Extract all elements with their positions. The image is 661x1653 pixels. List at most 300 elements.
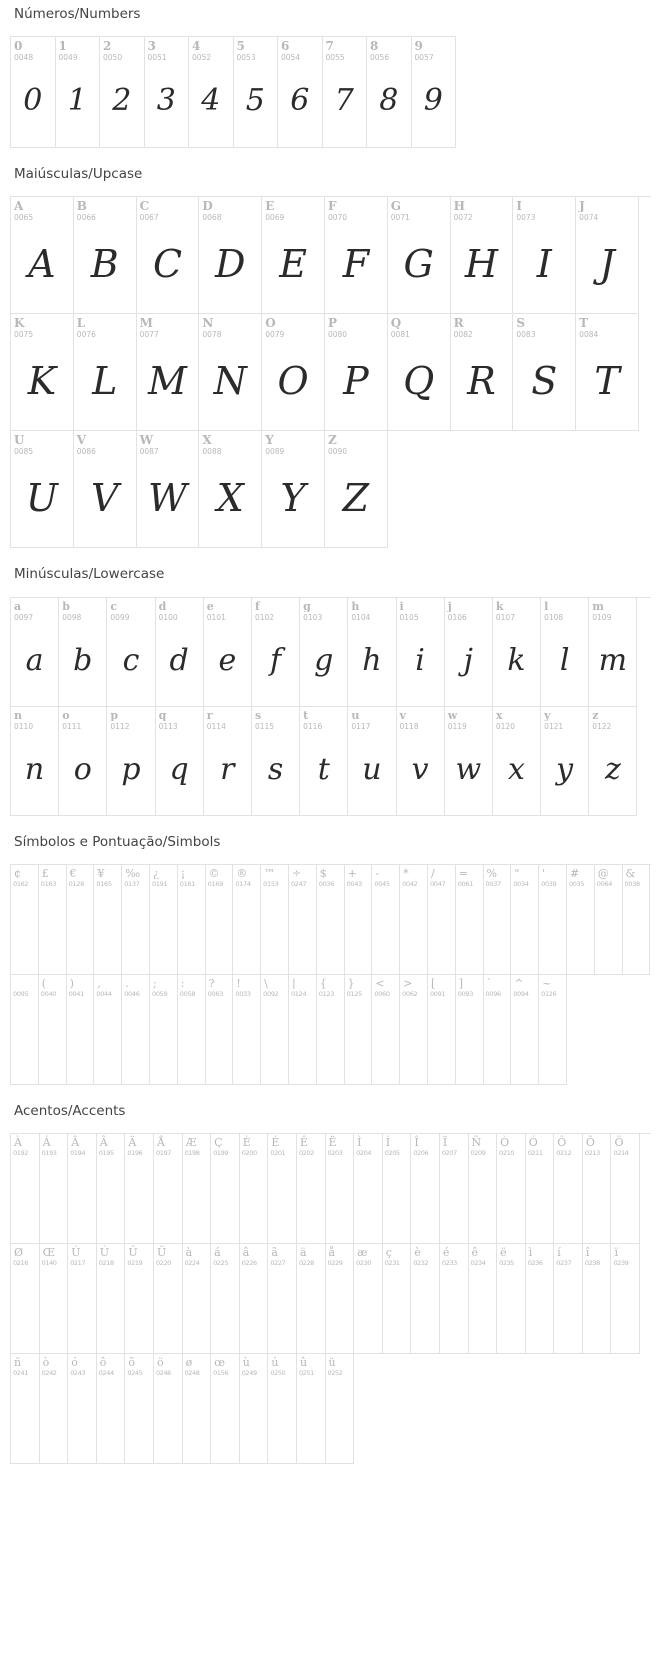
glyph-preview: q bbox=[169, 751, 189, 787]
glyph-preview bbox=[261, 997, 288, 1077]
glyph-char-label: © bbox=[208, 866, 220, 879]
glyph-code-label: 0054 bbox=[281, 53, 301, 62]
glyph-cell[interactable] bbox=[137, 197, 200, 314]
glyph-cell[interactable] bbox=[67, 975, 95, 1085]
glyph-cell[interactable] bbox=[445, 598, 493, 707]
glyph-preview bbox=[411, 1156, 439, 1236]
glyph-code-label: 0115 bbox=[254, 721, 275, 731]
glyph-cell[interactable] bbox=[451, 197, 514, 314]
glyph-cell[interactable] bbox=[206, 865, 234, 975]
glyph-cell[interactable] bbox=[240, 1354, 269, 1464]
glyph-cell[interactable] bbox=[326, 1134, 355, 1244]
glyph-cell[interactable] bbox=[107, 598, 155, 707]
glyph-cell[interactable] bbox=[297, 1134, 326, 1244]
glyph-cell[interactable] bbox=[297, 1244, 326, 1354]
glyph-cell[interactable] bbox=[240, 1134, 269, 1244]
glyph-code-label: 0064 bbox=[596, 879, 613, 888]
glyph-cell[interactable] bbox=[469, 1244, 498, 1354]
glyph-preview: V bbox=[90, 475, 119, 520]
glyph-char-label: B bbox=[76, 199, 87, 213]
glyph-char-label: Î bbox=[414, 1135, 419, 1148]
glyph-cell[interactable] bbox=[11, 1134, 40, 1244]
glyph-preview bbox=[154, 1156, 182, 1236]
glyph-cell[interactable] bbox=[100, 37, 145, 148]
glyph-cell[interactable] bbox=[211, 1244, 240, 1354]
glyph-char-label: Ã bbox=[99, 1135, 108, 1148]
glyph-cell[interactable] bbox=[323, 37, 368, 148]
glyph-cell[interactable] bbox=[261, 865, 289, 975]
glyph-code-label: 0061 bbox=[457, 879, 474, 888]
glyph-preview bbox=[289, 887, 316, 967]
glyph-code-label: 0213 bbox=[584, 1148, 600, 1157]
glyph-cell[interactable] bbox=[289, 865, 317, 975]
glyph-preview: 9 bbox=[423, 83, 443, 119]
glyph-cell[interactable] bbox=[122, 975, 150, 1085]
glyph-code-label: 0210 bbox=[499, 1148, 515, 1157]
glyph-cell[interactable] bbox=[11, 1244, 40, 1354]
glyph-cell[interactable] bbox=[411, 1244, 440, 1354]
section-symbols bbox=[10, 828, 651, 1085]
glyph-cell[interactable] bbox=[326, 1354, 355, 1464]
glyph-cell[interactable] bbox=[400, 975, 428, 1085]
glyph-cell[interactable] bbox=[388, 197, 451, 314]
glyph-code-label: 0072 bbox=[453, 213, 473, 222]
glyph-preview bbox=[183, 1376, 211, 1456]
glyph-cell[interactable] bbox=[11, 1354, 40, 1464]
glyph-cell[interactable] bbox=[317, 865, 345, 975]
glyph-cell[interactable] bbox=[325, 431, 388, 548]
glyph-cell[interactable] bbox=[11, 197, 74, 314]
glyph-char-label: 1 bbox=[58, 39, 67, 53]
glyph-cell[interactable] bbox=[40, 1134, 69, 1244]
glyph-cell[interactable] bbox=[183, 1354, 212, 1464]
glyph-code-label: 0080 bbox=[327, 330, 348, 339]
glyph-cell[interactable] bbox=[526, 1134, 555, 1244]
glyph-preview: w bbox=[455, 751, 482, 787]
glyph-cell[interactable] bbox=[354, 1244, 383, 1354]
glyph-cell[interactable] bbox=[451, 314, 514, 431]
glyph-cell[interactable] bbox=[526, 1244, 555, 1354]
glyph-cell[interactable] bbox=[317, 975, 345, 1085]
glyph-cell[interactable] bbox=[576, 314, 639, 431]
glyph-cell[interactable] bbox=[154, 1134, 183, 1244]
glyph-cell[interactable] bbox=[204, 598, 252, 707]
glyph-char-label: n bbox=[14, 708, 22, 721]
glyph-cell[interactable] bbox=[583, 1244, 612, 1354]
glyph-char-label: ö bbox=[156, 1355, 164, 1368]
glyph-code-label: 0062 bbox=[402, 989, 418, 998]
glyph-preview bbox=[317, 887, 344, 967]
glyph-cell[interactable] bbox=[400, 865, 428, 975]
glyph-cell[interactable] bbox=[107, 707, 155, 816]
glyph-preview bbox=[440, 1156, 468, 1236]
glyph-char-label: ¢ bbox=[14, 866, 21, 879]
glyph-preview bbox=[611, 1156, 639, 1236]
section-title-accents: Acentos/Accents bbox=[14, 1102, 126, 1119]
glyph-code-label: 0089 bbox=[265, 447, 285, 456]
glyph-cell[interactable] bbox=[11, 314, 74, 431]
glyph-cell[interactable] bbox=[611, 1244, 640, 1354]
glyph-code-label: 0204 bbox=[356, 1148, 372, 1157]
glyph-char-label: õ bbox=[128, 1355, 135, 1368]
glyph-preview bbox=[183, 1156, 211, 1236]
glyph-preview bbox=[154, 1376, 182, 1456]
glyph-char-label: - bbox=[375, 866, 380, 879]
glyph-cell[interactable] bbox=[94, 865, 122, 975]
glyph-cell[interactable] bbox=[156, 707, 204, 816]
glyph-cell[interactable] bbox=[40, 1354, 69, 1464]
glyph-code-label: 0233 bbox=[441, 1258, 457, 1267]
glyph-preview bbox=[297, 1266, 325, 1346]
glyph-cell[interactable] bbox=[554, 1134, 583, 1244]
glyph-cell[interactable] bbox=[367, 37, 412, 148]
glyph-cell[interactable] bbox=[513, 314, 576, 431]
glyph-code-label: 0048 bbox=[14, 53, 34, 62]
glyph-cell[interactable] bbox=[97, 1354, 126, 1464]
glyph-char-label: ~ bbox=[542, 976, 552, 989]
section-numbers bbox=[10, 0, 651, 148]
glyph-preview bbox=[611, 1266, 639, 1346]
glyph-cell[interactable] bbox=[252, 598, 300, 707]
glyph-cell[interactable] bbox=[623, 865, 651, 975]
glyph-cell[interactable] bbox=[539, 975, 567, 1085]
glyph-cell[interactable] bbox=[541, 707, 589, 816]
glyph-char-label: Õ bbox=[585, 1135, 595, 1148]
glyph-code-label: 0212 bbox=[556, 1148, 572, 1157]
glyph-cell[interactable] bbox=[68, 1354, 97, 1464]
glyph-cell[interactable] bbox=[345, 975, 373, 1085]
glyph-cell[interactable] bbox=[262, 314, 325, 431]
glyph-cell[interactable] bbox=[297, 1354, 326, 1464]
glyph-cell[interactable] bbox=[11, 431, 74, 548]
glyph-code-label: 0200 bbox=[241, 1148, 257, 1157]
glyph-cell[interactable] bbox=[383, 1134, 412, 1244]
glyph-preview: U bbox=[25, 475, 58, 520]
glyph-cell[interactable] bbox=[326, 1244, 355, 1354]
glyph-code-label: 0119 bbox=[447, 721, 467, 731]
glyph-char-label: Ó bbox=[528, 1135, 538, 1148]
glyph-cell[interactable] bbox=[150, 865, 178, 975]
glyph-cell[interactable] bbox=[137, 431, 200, 548]
glyph-code-label: 0038 bbox=[624, 879, 640, 888]
glyph-preview bbox=[261, 887, 288, 967]
glyph-cell[interactable] bbox=[68, 1134, 97, 1244]
glyph-char-label: Ò bbox=[500, 1135, 510, 1148]
glyph-preview: z bbox=[604, 751, 621, 787]
glyph-cell[interactable] bbox=[59, 707, 107, 816]
glyph-char-label: g bbox=[303, 599, 311, 612]
glyph-cell[interactable] bbox=[234, 37, 279, 148]
glyph-preview bbox=[326, 1156, 354, 1236]
glyph-code-label: 0219 bbox=[127, 1258, 143, 1267]
glyph-cell[interactable] bbox=[40, 1244, 69, 1354]
glyph-code-label: 0076 bbox=[76, 330, 96, 339]
glyph-char-label: E bbox=[265, 199, 275, 213]
glyph-char-label: Æ bbox=[185, 1135, 197, 1148]
glyph-char-label: 4 bbox=[192, 39, 201, 53]
glyph-cell[interactable] bbox=[145, 37, 190, 148]
glyph-cell[interactable] bbox=[97, 1244, 126, 1354]
glyph-preview bbox=[94, 997, 121, 1077]
glyph-char-label: ¥ bbox=[97, 866, 105, 879]
glyph-cell[interactable] bbox=[56, 37, 101, 148]
glyph-code-label: 0035 bbox=[568, 879, 585, 888]
glyph-cell[interactable] bbox=[240, 1244, 269, 1354]
glyph-cell[interactable] bbox=[440, 1134, 469, 1244]
glyph-cell[interactable] bbox=[511, 975, 539, 1085]
glyph-cell[interactable] bbox=[154, 1354, 183, 1464]
glyph-code-label: 0111 bbox=[62, 721, 82, 731]
glyph-cell[interactable] bbox=[11, 707, 59, 816]
glyph-cell[interactable] bbox=[11, 37, 56, 148]
glyph-preview: R bbox=[467, 358, 496, 403]
glyph-char-label: O bbox=[265, 316, 276, 330]
glyph-preview: t bbox=[317, 751, 330, 787]
glyph-cell[interactable] bbox=[252, 707, 300, 816]
glyph-cell[interactable] bbox=[233, 975, 261, 1085]
glyph-char-label: œ bbox=[214, 1355, 226, 1368]
glyph-cell[interactable] bbox=[137, 314, 200, 431]
glyph-char-label: u bbox=[351, 708, 360, 721]
glyph-preview bbox=[122, 997, 149, 1077]
glyph-cell[interactable] bbox=[388, 314, 451, 431]
glyph-code-label: 0227 bbox=[270, 1258, 286, 1267]
glyph-char-label: % bbox=[486, 866, 497, 879]
glyph-preview: Y bbox=[280, 475, 306, 520]
glyph-preview bbox=[383, 1266, 411, 1346]
glyph-cell[interactable] bbox=[440, 1244, 469, 1354]
glyph-cell[interactable] bbox=[268, 1354, 297, 1464]
glyph-code-label: 0113 bbox=[158, 721, 178, 731]
glyph-preview bbox=[400, 997, 427, 1077]
glyph-cell[interactable] bbox=[372, 865, 400, 975]
glyph-cell[interactable] bbox=[262, 197, 325, 314]
glyph-cell[interactable] bbox=[484, 975, 512, 1085]
glyph-code-label: 0036 bbox=[318, 879, 335, 888]
glyph-cell[interactable] bbox=[11, 975, 39, 1085]
glyph-cell[interactable] bbox=[156, 598, 204, 707]
glyph-code-label: 0037 bbox=[485, 879, 501, 888]
glyph-cell[interactable] bbox=[262, 431, 325, 548]
glyph-char-label: ) bbox=[69, 976, 74, 989]
glyph-cell[interactable] bbox=[445, 707, 493, 816]
glyph-preview bbox=[428, 887, 455, 967]
glyph-code-label: 0109 bbox=[592, 612, 612, 622]
glyph-cell[interactable] bbox=[268, 1134, 297, 1244]
glyph-code-label: 0245 bbox=[127, 1368, 143, 1377]
glyph-cell[interactable] bbox=[493, 598, 541, 707]
glyph-cell[interactable] bbox=[397, 707, 445, 816]
glyph-cell[interactable] bbox=[74, 431, 137, 548]
glyph-cell[interactable] bbox=[178, 975, 206, 1085]
glyph-cell[interactable] bbox=[539, 865, 567, 975]
glyph-cell[interactable] bbox=[589, 598, 637, 707]
glyph-code-label: 0067 bbox=[139, 213, 159, 222]
glyph-cell[interactable] bbox=[11, 865, 39, 975]
glyph-cell[interactable] bbox=[150, 975, 178, 1085]
glyph-preview bbox=[623, 887, 650, 967]
glyph-cell[interactable] bbox=[611, 1134, 640, 1244]
glyph-cell[interactable] bbox=[67, 865, 95, 975]
glyph-cell[interactable] bbox=[125, 1134, 154, 1244]
glyph-code-label: 0235 bbox=[499, 1258, 515, 1267]
glyph-preview: 3 bbox=[156, 83, 176, 119]
glyph-char-label: N bbox=[202, 316, 214, 330]
glyph-cell[interactable] bbox=[125, 1354, 154, 1464]
glyph-cell[interactable] bbox=[11, 598, 59, 707]
glyph-char-label: æ bbox=[357, 1245, 368, 1258]
glyph-preview bbox=[125, 1156, 153, 1236]
glyph-cell[interactable] bbox=[456, 975, 484, 1085]
glyph-cell[interactable] bbox=[206, 975, 234, 1085]
glyph-char-label: Ú bbox=[99, 1245, 110, 1258]
glyph-cell[interactable] bbox=[125, 1244, 154, 1354]
glyph-code-label: 0086 bbox=[76, 447, 96, 456]
glyph-cell[interactable] bbox=[204, 707, 252, 816]
glyph-char-label: @ bbox=[597, 866, 609, 879]
glyph-char-label: v bbox=[399, 708, 406, 721]
glyph-char-label: È bbox=[242, 1135, 251, 1148]
glyph-cell[interactable] bbox=[289, 975, 317, 1085]
glyph-char-label: ê bbox=[471, 1245, 479, 1258]
glyph-cell[interactable] bbox=[383, 1244, 412, 1354]
glyph-cell[interactable] bbox=[178, 865, 206, 975]
glyph-preview bbox=[440, 1266, 468, 1346]
glyph-cell[interactable] bbox=[39, 865, 67, 975]
glyph-preview: a bbox=[25, 642, 44, 678]
glyph-preview bbox=[372, 887, 399, 967]
glyph-cell[interactable] bbox=[74, 197, 137, 314]
glyph-cell[interactable] bbox=[428, 975, 456, 1085]
glyph-code-label: 0093 bbox=[457, 989, 474, 998]
glyph-cell[interactable] bbox=[268, 1244, 297, 1354]
glyph-char-label: Ï bbox=[442, 1135, 448, 1148]
glyph-cell[interactable] bbox=[94, 975, 122, 1085]
glyph-cell[interactable] bbox=[412, 37, 457, 148]
glyph-code-label: 0107 bbox=[495, 612, 515, 622]
glyph-cell[interactable] bbox=[211, 1354, 240, 1464]
glyph-cell[interactable] bbox=[183, 1134, 212, 1244]
glyph-code-label: 0162 bbox=[13, 879, 29, 888]
glyph-preview bbox=[511, 887, 538, 967]
glyph-cell[interactable] bbox=[325, 314, 388, 431]
glyph-cell[interactable] bbox=[511, 865, 539, 975]
glyph-cell[interactable] bbox=[199, 314, 262, 431]
glyph-cell[interactable] bbox=[59, 598, 107, 707]
glyph-cell[interactable] bbox=[74, 314, 137, 431]
glyph-cell[interactable] bbox=[199, 431, 262, 548]
glyph-code-label: 0049 bbox=[58, 53, 78, 62]
glyph-preview: 2 bbox=[112, 83, 132, 119]
glyph-cell[interactable] bbox=[39, 975, 67, 1085]
glyph-code-label: 0199 bbox=[213, 1148, 229, 1157]
glyph-char-label: ø bbox=[185, 1355, 193, 1368]
glyph-cell[interactable] bbox=[372, 975, 400, 1085]
glyph-char-label: T bbox=[579, 316, 589, 330]
glyph-preview bbox=[39, 887, 66, 967]
glyph-code-label: 0232 bbox=[413, 1258, 429, 1267]
glyph-cell[interactable] bbox=[428, 865, 456, 975]
glyph-char-label: t bbox=[303, 708, 309, 721]
glyph-cell[interactable] bbox=[278, 37, 323, 148]
glyph-cell[interactable] bbox=[469, 1134, 498, 1244]
glyph-char-label: ù bbox=[242, 1355, 250, 1368]
glyph-cell[interactable] bbox=[233, 865, 261, 975]
glyph-cell[interactable] bbox=[497, 1244, 526, 1354]
glyph-preview: u bbox=[362, 751, 382, 787]
glyph-code-label: 0118 bbox=[399, 721, 419, 731]
glyph-cell[interactable] bbox=[456, 865, 484, 975]
glyph-cell[interactable] bbox=[325, 197, 388, 314]
glyph-code-label: 0116 bbox=[303, 721, 323, 731]
glyph-code-label: 0220 bbox=[155, 1258, 171, 1267]
glyph-cell[interactable] bbox=[154, 1244, 183, 1354]
glyph-code-label: 0084 bbox=[579, 330, 599, 339]
glyph-preview bbox=[211, 1266, 239, 1346]
glyph-cell[interactable] bbox=[189, 37, 234, 148]
glyph-cell[interactable] bbox=[576, 197, 639, 314]
glyph-code-label: 0105 bbox=[399, 612, 419, 622]
glyph-cell[interactable] bbox=[541, 598, 589, 707]
glyph-cell[interactable] bbox=[554, 1244, 583, 1354]
glyph-char-label: , bbox=[97, 976, 101, 989]
glyph-cell[interactable] bbox=[345, 865, 373, 975]
glyph-cell[interactable] bbox=[211, 1134, 240, 1244]
glyph-cell[interactable] bbox=[183, 1244, 212, 1354]
glyph-cell[interactable] bbox=[68, 1244, 97, 1354]
glyph-cell[interactable] bbox=[97, 1134, 126, 1244]
glyph-char-label: ü bbox=[328, 1355, 336, 1368]
glyph-preview bbox=[154, 1266, 182, 1346]
glyph-char-label: å bbox=[328, 1245, 336, 1258]
glyph-code-label: 0123 bbox=[318, 989, 335, 998]
glyph-code-label: 0231 bbox=[384, 1258, 400, 1267]
glyph-char-label: P bbox=[327, 316, 338, 330]
glyph-cell[interactable] bbox=[484, 865, 512, 975]
glyph-cell[interactable] bbox=[589, 707, 637, 816]
glyph-grid-uppercase bbox=[10, 196, 651, 548]
glyph-preview bbox=[211, 1376, 239, 1456]
glyph-preview bbox=[68, 1266, 96, 1346]
glyph-cell[interactable] bbox=[348, 707, 396, 816]
glyph-cell[interactable] bbox=[122, 865, 150, 975]
glyph-preview bbox=[372, 997, 399, 1077]
glyph-code-label: 0052 bbox=[192, 53, 212, 62]
glyph-preview bbox=[240, 1376, 268, 1456]
glyph-code-label: 0092 bbox=[263, 989, 279, 998]
glyph-cell[interactable] bbox=[199, 197, 262, 314]
glyph-cell[interactable] bbox=[300, 707, 348, 816]
glyph-cell[interactable] bbox=[354, 1134, 383, 1244]
glyph-char-label: d bbox=[158, 599, 167, 612]
glyph-cell[interactable] bbox=[300, 598, 348, 707]
glyph-char-label: ' bbox=[542, 866, 546, 879]
glyph-cell[interactable] bbox=[583, 1134, 612, 1244]
glyph-cell[interactable] bbox=[595, 865, 623, 975]
glyph-code-label: 0121 bbox=[544, 721, 564, 731]
glyph-cell[interactable] bbox=[397, 598, 445, 707]
glyph-cell[interactable] bbox=[411, 1134, 440, 1244]
glyph-cell[interactable] bbox=[513, 197, 576, 314]
glyph-cell[interactable] bbox=[348, 598, 396, 707]
glyph-code-label: 0243 bbox=[70, 1368, 86, 1377]
glyph-char-label: A bbox=[14, 199, 24, 213]
glyph-code-label: 0047 bbox=[429, 879, 446, 888]
glyph-cell[interactable] bbox=[493, 707, 541, 816]
glyph-cell[interactable] bbox=[567, 865, 595, 975]
glyph-cell[interactable] bbox=[497, 1134, 526, 1244]
glyph-cell[interactable] bbox=[261, 975, 289, 1085]
